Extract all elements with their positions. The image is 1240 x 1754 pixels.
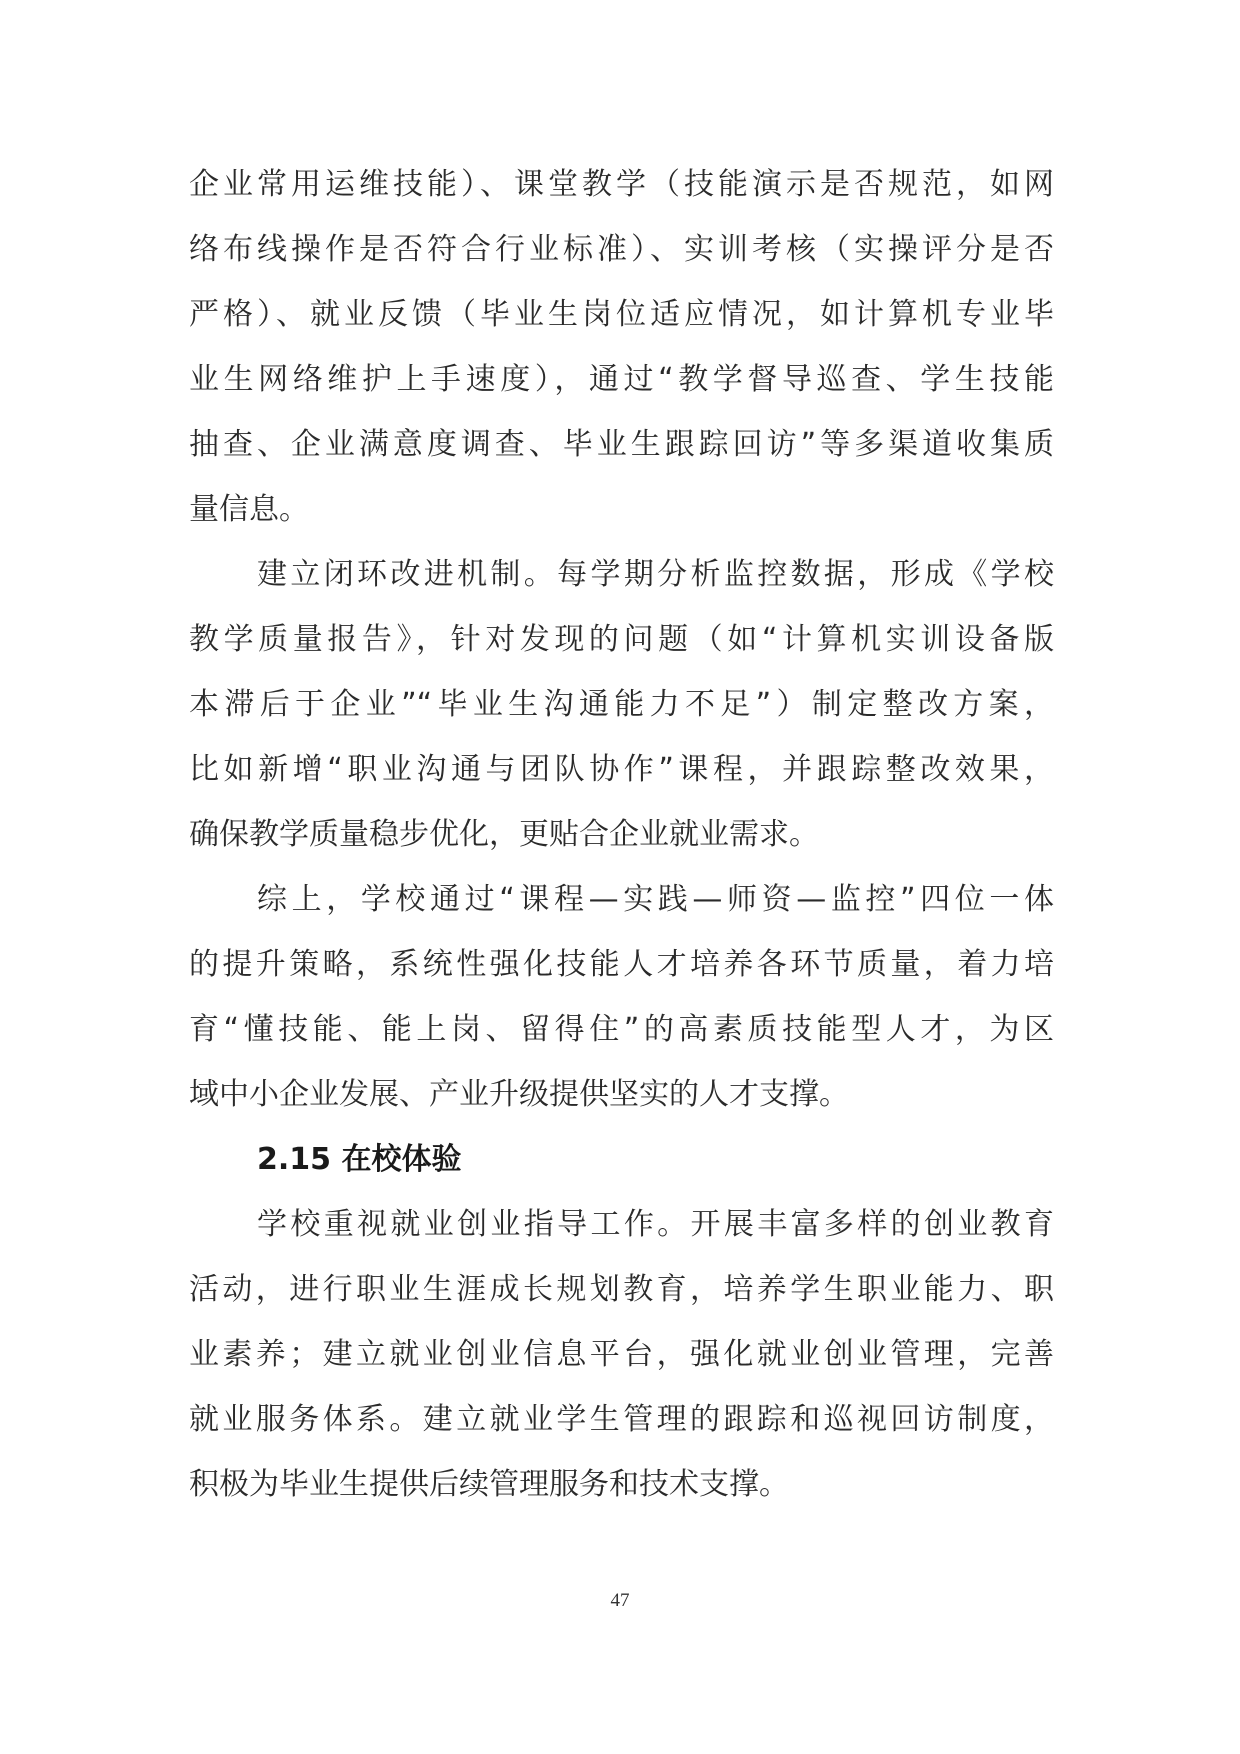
text-line: 本滞后于企业”“毕业生沟通能力不足”）制定整改方案， bbox=[189, 687, 1054, 722]
text-line: 活动，进行职业生涯成长规划教育，培养学生职业能力、职 bbox=[189, 1272, 1054, 1307]
text-line: 学校重视就业创业指导工作。开展丰富多样的创业教育 bbox=[257, 1207, 1054, 1242]
text-line: 络布线操作是否符合行业标准）、实训考核（实操评分是否 bbox=[189, 232, 1054, 267]
text-line: 比如新增“职业沟通与团队协作”课程，并跟踪整改效果， bbox=[189, 752, 1054, 787]
paragraph-closed-loop bbox=[189, 542, 1054, 867]
page-number: 47 bbox=[610, 1590, 630, 1611]
text-line: 就业服务体系。建立就业学生管理的跟踪和巡视回访制度， bbox=[189, 1402, 1054, 1437]
text-line: 教学质量报告》，针对发现的问题（如“计算机实训设备版 bbox=[189, 622, 1054, 657]
text-line: 域中小企业发展、产业升级提供坚实的人才支撑。 bbox=[189, 1077, 849, 1112]
text-line: 抽查、企业满意度调查、毕业生跟踪回访”等多渠道收集质 bbox=[189, 427, 1054, 462]
text-line: 的提升策略，系统性强化技能人才培养各环节质量，着力培 bbox=[189, 947, 1054, 982]
text-line: 建立闭环改进机制。每学期分析监控数据，形成《学校 bbox=[257, 557, 1054, 592]
paragraph-quality-info bbox=[189, 152, 1054, 542]
text-line: 综上，学校通过“课程—实践—师资—监控”四位一体 bbox=[257, 882, 1054, 917]
text-line: 积极为毕业生提供后续管理服务和技术支撑。 bbox=[189, 1467, 789, 1502]
text-line: 育“懂技能、能上岗、留得住”的高素质技能型人才，为区 bbox=[189, 1012, 1054, 1047]
text-line: 确保教学质量稳步优化，更贴合企业就业需求。 bbox=[189, 817, 819, 852]
text-line: 量信息。 bbox=[189, 492, 309, 527]
page-body bbox=[189, 152, 1054, 1517]
section-heading: 2.15 在校体验 bbox=[257, 1142, 462, 1177]
text-line: 业生网络维护上手速度），通过“教学督导巡查、学生技能 bbox=[189, 362, 1054, 397]
text-line: 严格）、就业反馈（毕业生岗位适应情况，如计算机专业毕 bbox=[189, 297, 1054, 332]
paragraph-summary bbox=[189, 867, 1054, 1127]
text-line: 企业常用运维技能）、课堂教学（技能演示是否规范，如网 bbox=[189, 167, 1054, 202]
text-line: 业素养；建立就业创业信息平台，强化就业创业管理，完善 bbox=[189, 1337, 1054, 1372]
paragraph-employment-guidance bbox=[189, 1192, 1054, 1517]
